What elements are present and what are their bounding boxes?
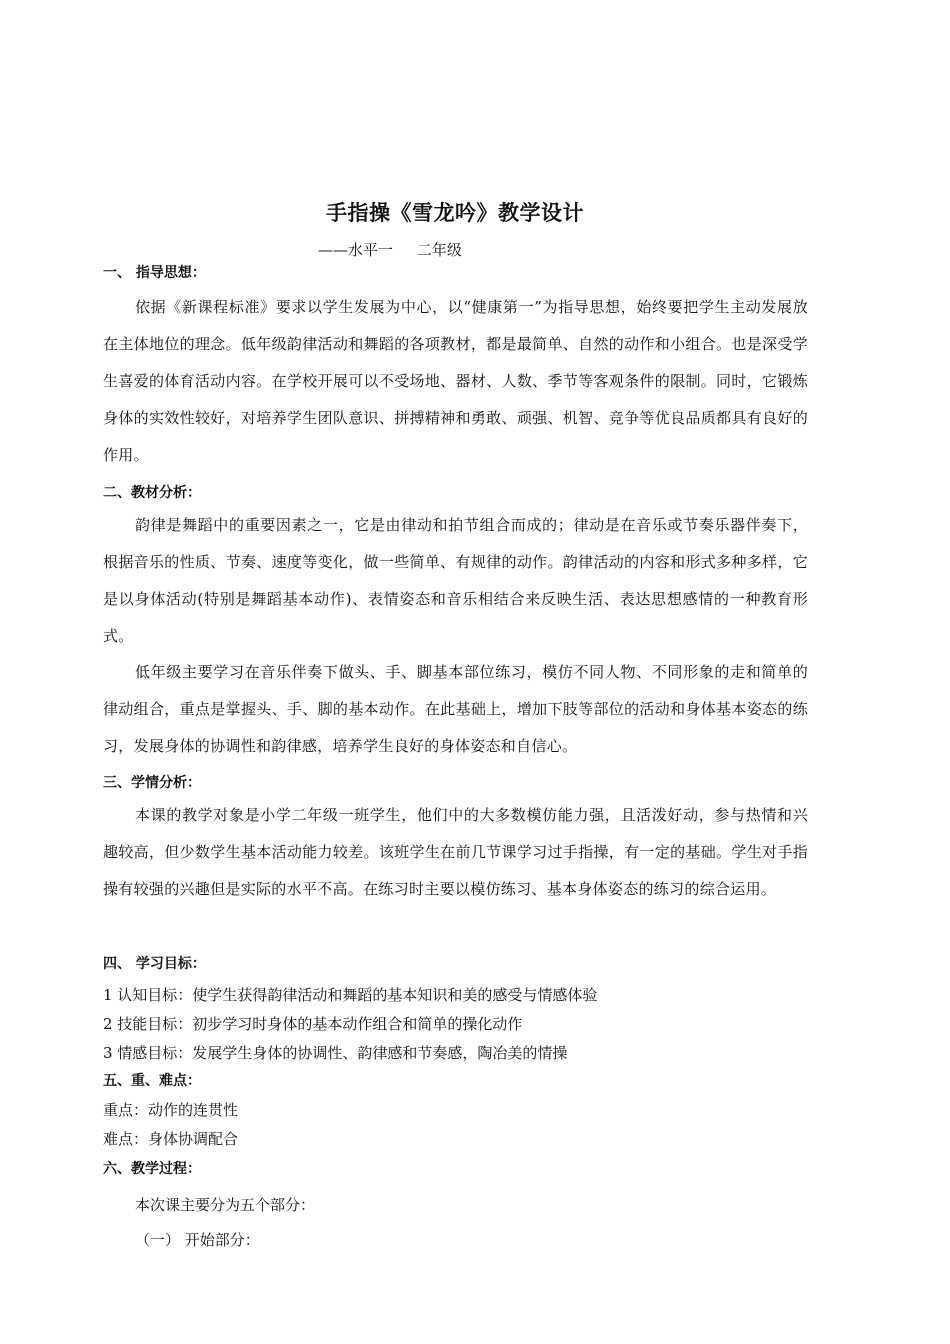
section-paragraph-student-analysis: 本课的教学对象是小学二年级一班学生，他们中的大多数模仿能力强，且活泼好动，参与热情和兴趣较高，但少数学生基本活动能力较差。该班学生在前几节课学习过手指操，有一定的基础。学生对手指操有较强的兴趣但是实际的水平不高。在练习时主要以模仿练习、基本身体姿态的练习的综合运用。: [103, 806, 808, 898]
document-subtitle: ——水平一 二年级: [318, 241, 462, 259]
objective-item: 3 情感目标：发展学生身体的协调性、韵律感和节奏感，陶冶美的情操: [103, 1044, 568, 1062]
key-point: 重点：动作的连贯性: [103, 1101, 239, 1119]
difficult-point: 难点：身体协调配合: [103, 1130, 239, 1148]
teaching-process-part-1: （一） 开始部分：: [135, 1231, 260, 1249]
objective-item: 2 技能目标：初步学习时身体的基本动作组合和简单的操化动作: [103, 1015, 523, 1033]
section-heading-student-analysis: 三、学情分析：: [103, 775, 201, 791]
section-paragraph-material-analysis-2: 低年级主要学习在音乐伴奏下做头、手、脚基本部位练习，模仿不同人物、不同形象的走和简单的律动组合，重点是掌握头、手、脚的基本动作。在此基础上，增加下肢等部位的活动和身体基本姿态的练习，发展身体的协调性和韵律感，培养学生良好的身体姿态和自信心。: [103, 663, 808, 755]
section-heading-guiding-thought: 一、 指导思想：: [103, 265, 206, 281]
section-paragraph-guiding-thought: 依据《新课程标准》要求以学生发展为中心，以“健康第一”为指导思想，始终要把学生主动发展放在主体地位的理念。低年级韵律活动和舞蹈的各项教材，都是最简单、自然的动作和小组合。也是深受学生喜爱的体育活动内容。在学校开展可以不受场地、器材、人数、季节等客观条件的限制。同时，它锻炼身体的实效性较好，对培养学生团队意识、拼搏精神和勇敢、顽强、机智、竞争等优良品质都具有良好的作用。: [103, 298, 808, 464]
section-paragraph-material-analysis-1: 韵律是舞蹈中的重要因素之一，它是由律动和拍节组合而成的；律动是在音乐或节奏乐器伴奏下，根据音乐的性质、节奏、速度等变化，做一些简单、有规律的动作。韵律活动的内容和形式多种多样，它是以身体活动(特别是舞蹈基本动作)、表情姿态和音乐相结合来反映生活、表达思想感情的一种教育形式。: [103, 516, 808, 645]
objective-item: 1 认知目标：使学生获得韵律活动和舞蹈的基本知识和美的感受与情感体验: [103, 986, 598, 1004]
section-heading-material-analysis: 二、教材分析：: [103, 485, 201, 501]
teaching-process-intro: 本次课主要分为五个部分：: [135, 1196, 316, 1214]
document-title: 手指操《雪龙吟》教学设计: [326, 201, 584, 225]
section-heading-teaching-process: 六、教学过程：: [103, 1161, 201, 1177]
section-heading-learning-objectives: 四、 学习目标：: [103, 956, 206, 972]
section-heading-key-difficult-points: 五、重、难点：: [103, 1073, 201, 1089]
